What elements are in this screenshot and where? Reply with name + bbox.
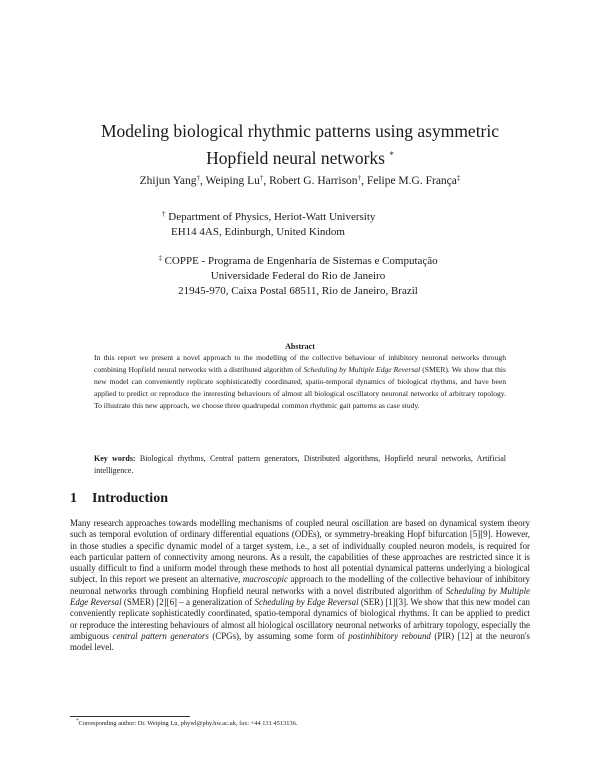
abstract-body [94, 352, 506, 412]
affiliation-1 [162, 207, 375, 240]
affiliation-1-line-2: EH14 4AS, Edinburgh, United Kindom [171, 226, 345, 238]
affiliation-2 [0, 251, 598, 299]
keywords-text: Biological rhythms, Central pattern generators, Distributed algorithms, Hopfield neural networks, Artificial intelligence. [94, 454, 506, 475]
footnote-mark: * [76, 719, 79, 724]
introduction-body [70, 518, 530, 654]
author-name: Zhijun Yang [139, 175, 197, 187]
affiliation-2-mark: ‡ [158, 254, 162, 262]
author-separator: , [361, 175, 367, 187]
author-name: Felipe M.G. França [366, 175, 457, 187]
author-list [0, 171, 600, 188]
author-separator: , [199, 175, 206, 187]
affiliation-2-line-1 [0, 251, 598, 269]
section-number: 1 [70, 491, 77, 506]
abstract-italic-term: Scheduling by Multiple Edge Reversal [303, 365, 421, 374]
footnote-rule [70, 716, 190, 717]
author-affiliation-mark: ‡ [456, 174, 461, 182]
affiliation-1-text: Department of Physics, Heriot-Watt University [168, 211, 376, 223]
footnote-text: Corresponding author: Dr. Weiping Lu, phywl@phy.hw.ac.uk, fax: +44 131 4513136. [78, 720, 298, 727]
affiliation-2-text: COPPE - Programa de Engenharia de Sistemas e Computação [164, 255, 438, 267]
title-line-1: Modeling biological rhythmic patterns using asymmetric [100, 121, 500, 141]
abstract-text-1: In this report we present a novel approach to the modelling of the collective behaviour of inhibitory neuronal networks through combining Hopfield neural networks with a distributed algorithm of [94, 353, 506, 374]
author-separator: , [263, 175, 270, 187]
section-title: Introduction [92, 491, 168, 506]
title-line-2-text: Hopfield neural networks [206, 148, 385, 168]
affiliation-2-line-3: 21945-970, Caixa Postal 68511, Rio de Janeiro, Brazil [178, 285, 418, 297]
paper-title [0, 119, 600, 170]
footnote [76, 718, 297, 728]
author-name: Weiping Lu [205, 175, 260, 187]
author-name: Robert G. Harrison [269, 175, 358, 187]
abstract-heading: Abstract [285, 342, 315, 351]
author-affiliation-mark: † [196, 174, 200, 182]
abstract-text-2: (SMER). We show that this new model can conveniently replicate sophisticatedly coordinated, spatio-temporal dynamics of biological rhythms, and have been applied to predict or reproduce the interesting behaviours of almost all biological oscillatory neuronal networks of arbitrary topology. To illustrate this new approach, we choose three quadrupedal common rhythmic gait patterns as case study. [94, 365, 507, 410]
title-line-2 [0, 143, 600, 170]
author-affiliation-mark: † [259, 174, 264, 182]
introduction-paragraph: Many research approaches towards modelling mechanisms of coupled neural oscillation are based on dynamical system theory such as temporal evolution of ordinary differential equations (ODEs), or symmetry-breaking Hopf bifurcation [5][9]. However, in those studies a specific dynamic model of a target system, i.e., a set of individually coupled neuron models, is required for each particular pattern of connectivity among neurons. As a result, the capabilities of these approaches are restricted since it is usually difficult to find a uniform model through these methods to host all potential dynamical patterns underlying a biological subject. In this report we present an alternative, macroscopic approach to the modelling of the collective behaviour of inhibitory neuronal networks through combining Hopfield neural networks with a novel distributed algorithm of Scheduling by Multiple Edge Reversal (SMER) [2][6] – a generalization of Scheduling by Edge Reversal (SER) [1][3]. We show that this new model can conveniently replicate sophisticatedly coordinated, spatio-temporal dynamics of biological rhythms. It can be applied to predict or reproduce the interesting behaviours of almost all biological oscillatory neuronal networks of arbitrary topology, especially the ambiguous central pattern generators (CPGs), by assuming some form of postinhibitory rebound (PIR) [12] at the neuron's model level. [70, 518, 531, 653]
keywords [94, 453, 506, 477]
affiliation-1-mark: † [162, 210, 166, 218]
author-affiliation-mark: † [357, 174, 362, 182]
title-footnote-mark: * [389, 150, 394, 160]
section-heading [70, 491, 168, 507]
keywords-label: Key words: [94, 454, 136, 463]
affiliation-2-line-2: Universidade Federal do Rio de Janeiro [210, 270, 386, 282]
affiliation-1-line-1 [162, 207, 375, 225]
